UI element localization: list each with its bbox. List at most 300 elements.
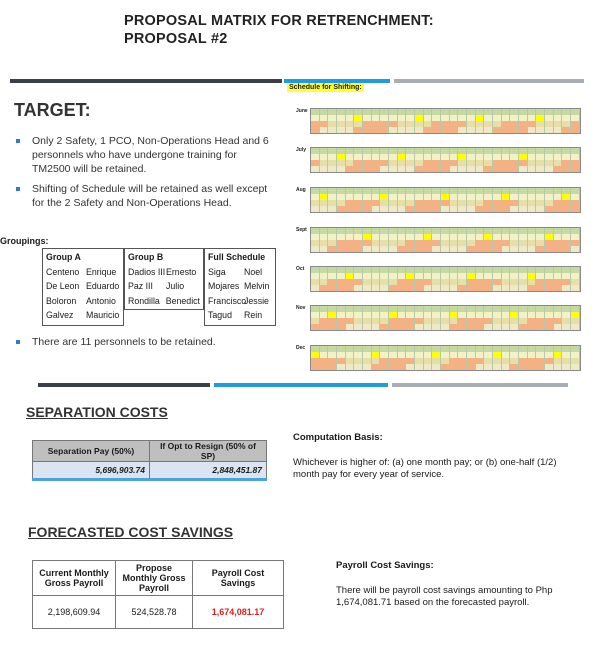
schedule-cell [554, 166, 563, 172]
member-last: Siga [208, 266, 226, 277]
schedule-cell [320, 246, 329, 252]
schedule-cell [346, 246, 355, 252]
computation-heading: Computation Basis: [293, 432, 383, 443]
schedule-cell [510, 246, 519, 252]
schedule-cell [476, 246, 485, 252]
member-last: Tagud [208, 310, 232, 320]
schedule-cell [502, 166, 511, 172]
schedule-cell [415, 127, 424, 133]
schedule-cell [571, 364, 580, 370]
schedule-cell [493, 127, 502, 133]
member-first: Benedict [165, 295, 200, 306]
list-item [208, 265, 272, 280]
schedule-cell [363, 166, 372, 172]
schedule-cell [493, 246, 502, 252]
schedule-cell [571, 127, 580, 133]
bullet-text: Only 2 Safety, 1 PCO, Non-Operations Head and 6 personnels who have undergone training for TM2500 will be retained. [32, 135, 269, 175]
member-first: Eduardo [86, 281, 120, 291]
schedule-row [311, 206, 580, 212]
schedule-cell [476, 285, 485, 291]
schedule-month-name: Aug [296, 187, 306, 193]
schedule-cell [389, 285, 398, 291]
schedule-cell [528, 364, 537, 370]
schedule-cell [372, 127, 381, 133]
schedule-cell [311, 127, 320, 133]
schedule-cell [467, 246, 476, 252]
schedule-cell [424, 364, 433, 370]
bullet-text: There are 11 personnels to be retained. [32, 336, 216, 348]
schedule-cell [450, 166, 459, 172]
schedule-cell [328, 246, 337, 252]
group-b-box [124, 248, 204, 310]
schedule-month-name: July [296, 147, 307, 153]
table-row [33, 441, 267, 462]
schedule-cell [510, 364, 519, 370]
schedule-cell [311, 285, 320, 291]
schedule-cell [328, 324, 337, 330]
schedule-cell [493, 364, 502, 370]
schedule-cell [510, 285, 519, 291]
schedule-cell [510, 324, 519, 330]
list-item [46, 308, 120, 323]
schedule-cell [389, 246, 398, 252]
schedule-cell [380, 127, 389, 133]
list-item [128, 265, 200, 280]
schedule-cell [389, 364, 398, 370]
schedule-cell [432, 364, 441, 370]
schedule-cell [528, 206, 537, 212]
schedule-cell [346, 166, 355, 172]
schedule-cell [346, 285, 355, 291]
schedule-cell [346, 364, 355, 370]
schedule-cell [441, 206, 450, 212]
schedule-cell [536, 166, 545, 172]
schedule-cell [493, 324, 502, 330]
schedule-month-grid [310, 108, 581, 134]
schedule-cell [337, 206, 346, 212]
target-bullets [14, 134, 276, 216]
schedule-cell [476, 127, 485, 133]
schedule-cell [389, 324, 398, 330]
schedule-month-grid [310, 187, 581, 213]
schedule-cell [528, 324, 537, 330]
schedule-cell [545, 206, 554, 212]
schedule-cell [536, 127, 545, 133]
schedule-cell [415, 324, 424, 330]
schedule-cell [450, 364, 459, 370]
schedule-cell [320, 285, 329, 291]
payroll-savings-text: There will be payroll cost savings amounting to Php 1,674,081.71 based on the forecasted payroll. [336, 585, 553, 608]
schedule-cell [406, 166, 415, 172]
schedule-cell [476, 324, 485, 330]
schedule-cell [380, 166, 389, 172]
schedule-cell [337, 324, 346, 330]
schedule-cell [545, 324, 554, 330]
table-row [33, 561, 284, 596]
savings-header: Payroll Cost Savings [193, 561, 284, 596]
schedule-cell [562, 206, 571, 212]
divider-gray-top [394, 79, 584, 83]
group-a-title: Group A [46, 252, 81, 262]
member-first: Rein [244, 310, 263, 320]
separation-pay-value: 5,696,903.74 [33, 462, 150, 480]
schedule-cell [458, 324, 467, 330]
schedule-row [311, 246, 580, 252]
schedule-cell [424, 206, 433, 212]
schedule-cell [502, 206, 511, 212]
schedule-cell [424, 166, 433, 172]
schedule-cell [519, 166, 528, 172]
schedule-cell [502, 364, 511, 370]
schedule-cell [320, 166, 329, 172]
schedule-cell [441, 127, 450, 133]
schedule-cell [354, 127, 363, 133]
schedule-cell [406, 127, 415, 133]
schedule-cell [571, 206, 580, 212]
schedule-cell [510, 127, 519, 133]
schedule-cell [389, 166, 398, 172]
member-last: Centeno [46, 266, 80, 277]
bullet-icon [16, 139, 20, 143]
member-first: Mauricio [86, 310, 120, 320]
schedule-cell [545, 127, 554, 133]
member-last: Boloron [46, 295, 77, 306]
schedule-cell [519, 246, 528, 252]
schedule-cell [519, 127, 528, 133]
current-payroll-value: 2,198,609.94 [33, 596, 116, 629]
list-item [46, 279, 120, 294]
savings-value: 1,674,081.17 [193, 596, 284, 629]
target-heading: TARGET: [14, 100, 91, 120]
forecast-heading: FORECASTED COST SAVINGS [28, 524, 234, 540]
table-row [33, 596, 284, 629]
schedule-cell [484, 246, 493, 252]
schedule-month-name: Dec [296, 345, 306, 351]
list-item [208, 294, 272, 309]
schedule-cell [441, 364, 450, 370]
bullet-item [14, 335, 276, 349]
schedule-month-name: Nov [296, 305, 306, 311]
schedule-cell [450, 127, 459, 133]
schedule-month-grid [310, 147, 581, 173]
list-item [128, 279, 200, 294]
schedule-cell [406, 206, 415, 212]
proposed-payroll-value: 524,528.78 [116, 596, 193, 629]
schedule-cell [484, 285, 493, 291]
schedule-month-grid [310, 345, 581, 371]
schedule-cell [562, 246, 571, 252]
schedule-cell [354, 166, 363, 172]
schedule-cell [450, 324, 459, 330]
schedule-cell [354, 285, 363, 291]
schedule-cell [545, 285, 554, 291]
schedule-cell [467, 127, 476, 133]
schedule-cell [484, 127, 493, 133]
bullet-icon [16, 187, 20, 191]
page-title [124, 12, 434, 48]
member-first: Enrique [86, 266, 117, 277]
schedule-cell [536, 324, 545, 330]
schedule-cell [458, 127, 467, 133]
schedule-cell [458, 364, 467, 370]
schedule-cell [398, 166, 407, 172]
schedule-cell [432, 127, 441, 133]
schedule-cell [389, 127, 398, 133]
bullet-item [14, 134, 276, 176]
schedule-cell [562, 285, 571, 291]
member-first: Noel [244, 266, 263, 277]
schedule-month-grid [310, 305, 581, 331]
title-line-1: PROPOSAL MATRIX FOR RETRENCHMENT: [124, 13, 434, 29]
schedule-cell [528, 166, 537, 172]
schedule-cell [458, 166, 467, 172]
schedule-cell [484, 324, 493, 330]
current-payroll-header: Current Monthly Gross Payroll [33, 561, 116, 596]
schedule-cell [424, 285, 433, 291]
schedule-cell [432, 324, 441, 330]
schedule-cell [363, 324, 372, 330]
schedule-cell [467, 364, 476, 370]
schedule-cell [380, 324, 389, 330]
schedule-cell [571, 246, 580, 252]
schedule-cell [554, 324, 563, 330]
list-item [208, 279, 272, 294]
schedule-cell [510, 166, 519, 172]
separation-heading: SEPARATION COSTS [26, 404, 168, 420]
schedule-cell [432, 285, 441, 291]
schedule-cell [398, 285, 407, 291]
schedule-cell [372, 364, 381, 370]
schedule-cell [484, 364, 493, 370]
schedule-cell [519, 324, 528, 330]
schedule-cell [380, 246, 389, 252]
group-a-box [42, 248, 124, 326]
schedule-cell [406, 324, 415, 330]
member-first: Julio [166, 281, 185, 291]
list-item [128, 294, 200, 309]
schedule-cell [320, 324, 329, 330]
schedule-cell [554, 206, 563, 212]
schedule-cell [398, 324, 407, 330]
schedule-cell [398, 364, 407, 370]
schedule-cell [458, 246, 467, 252]
member-last: Paz III [128, 281, 153, 291]
schedule-cell [510, 206, 519, 212]
schedule-cell [415, 364, 424, 370]
list-item [46, 294, 120, 309]
member-first: Ernesto [166, 266, 197, 277]
schedule-cell [424, 246, 433, 252]
schedule-cell [320, 206, 329, 212]
schedule-cell [346, 206, 355, 212]
schedule-cell [476, 206, 485, 212]
schedule-cell [328, 166, 337, 172]
divider-gray-mid [392, 383, 568, 387]
schedule-cell [467, 206, 476, 212]
schedule-cell [571, 166, 580, 172]
schedule-cell [415, 206, 424, 212]
schedule-cell [450, 246, 459, 252]
schedule-cell [502, 127, 511, 133]
schedule-cell [389, 206, 398, 212]
schedule-cell [328, 206, 337, 212]
schedule-cell [311, 364, 320, 370]
schedule-cell [441, 324, 450, 330]
schedule-cell [493, 285, 502, 291]
schedule-cell [562, 364, 571, 370]
schedule-cell [380, 285, 389, 291]
schedule-cell [571, 324, 580, 330]
bullet-text: Shifting of Schedule will be retained as well except for the 2 Safety and Non-Operations Head. [32, 183, 268, 209]
schedule-cell [406, 364, 415, 370]
schedule-cell [458, 285, 467, 291]
groupings-label: Groupings: [0, 236, 49, 246]
retained-bullet [14, 335, 276, 355]
schedule-cell [536, 285, 545, 291]
schedule-cell [519, 285, 528, 291]
schedule-cell [484, 166, 493, 172]
schedule-cell [406, 285, 415, 291]
schedule-cell [354, 206, 363, 212]
computation-text: Whichever is higher of: (a) one month pay; or (b) one-half (1/2) month pay for every year of service. [293, 457, 557, 480]
schedule-row [311, 285, 580, 291]
schedule-cell [450, 206, 459, 212]
schedule-cell [554, 364, 563, 370]
schedule-cell [354, 364, 363, 370]
schedule-cell [311, 246, 320, 252]
schedule-cell [337, 364, 346, 370]
schedule-cell [562, 324, 571, 330]
member-first: Antonio [86, 295, 116, 306]
table-row [33, 462, 267, 480]
schedule-month-name: June [296, 108, 308, 114]
schedule-cell [415, 285, 424, 291]
schedule-cell [328, 127, 337, 133]
schedule-cell [432, 246, 441, 252]
schedule-cell [415, 246, 424, 252]
member-last: Francisco [208, 295, 247, 306]
schedule-cell [450, 285, 459, 291]
schedule-cell [554, 246, 563, 252]
schedule-cell [441, 166, 450, 172]
divider-blue-mid [214, 383, 388, 387]
schedule-cell [536, 364, 545, 370]
schedule-cell [536, 206, 545, 212]
schedule-cell [372, 166, 381, 172]
schedule-cell [363, 285, 372, 291]
schedule-cell [337, 166, 346, 172]
schedule-cell [354, 324, 363, 330]
separation-col2-header: If Opt to Resign (50% of SP) [150, 441, 267, 462]
schedule-cell [519, 364, 528, 370]
separation-table [32, 440, 267, 481]
schedule-cell [545, 166, 554, 172]
title-line-2: PROPOSAL #2 [124, 31, 228, 47]
member-last: Galvez [46, 310, 74, 320]
schedule-cell [415, 166, 424, 172]
schedule-cell [398, 206, 407, 212]
schedule-cell [363, 127, 372, 133]
schedule-row [311, 324, 580, 330]
schedule-cell [372, 206, 381, 212]
schedule-cell [545, 246, 554, 252]
schedule-label: Schedule for Shifting: [289, 84, 362, 91]
schedule-cell [363, 206, 372, 212]
schedule-month-grid [310, 227, 581, 253]
schedule-cell [528, 127, 537, 133]
schedule-month-name: Oct [296, 266, 305, 272]
member-last: Rondilla [128, 295, 160, 306]
full-schedule-title: Full Schedule [208, 252, 266, 262]
schedule-row [311, 127, 580, 133]
schedule-cell [476, 364, 485, 370]
schedule-cell [311, 324, 320, 330]
separation-col1-header: Separation Pay (50%) [33, 441, 150, 462]
schedule-cell [528, 285, 537, 291]
schedule-cell [562, 127, 571, 133]
schedule-cell [554, 285, 563, 291]
member-last: Mojares [208, 281, 240, 291]
schedule-cell [328, 364, 337, 370]
divider-dark-top [10, 79, 282, 83]
schedule-cell [562, 166, 571, 172]
payroll-savings-heading: Payroll Cost Savings: [336, 560, 434, 571]
schedule-cell [337, 246, 346, 252]
schedule-cell [484, 206, 493, 212]
schedule-cell [398, 246, 407, 252]
list-item [208, 308, 272, 323]
schedule-cell [467, 285, 476, 291]
schedule-cell [354, 246, 363, 252]
schedule-cell [519, 206, 528, 212]
schedule-cell [363, 246, 372, 252]
proposed-payroll-header: Propose Monthly Gross Payroll [116, 561, 193, 596]
member-last: De Leon [46, 281, 80, 291]
schedule-cell [320, 127, 329, 133]
member-last: Dadios III [128, 266, 166, 277]
divider-dark-mid [38, 383, 210, 387]
schedule-cell [467, 166, 476, 172]
schedule-cell [554, 127, 563, 133]
schedule-cell [406, 246, 415, 252]
resign-value: 2,848,451.87 [150, 462, 267, 480]
schedule-cell [432, 166, 441, 172]
schedule-cell [493, 166, 502, 172]
schedule-month-name: Sept [296, 227, 307, 233]
schedule-cell [311, 166, 320, 172]
schedule-cell [424, 324, 433, 330]
list-item [46, 265, 120, 280]
schedule-cell [502, 246, 511, 252]
schedule-cell [432, 206, 441, 212]
schedule-cell [528, 246, 537, 252]
schedule-cell [372, 246, 381, 252]
schedule-row [311, 364, 580, 370]
schedule-cell [363, 364, 372, 370]
schedule-cell [346, 127, 355, 133]
member-first: Jessie [244, 295, 269, 306]
bullet-item [14, 182, 276, 210]
schedule-cell [372, 285, 381, 291]
schedule-cell [398, 127, 407, 133]
schedule-cell [320, 364, 329, 370]
schedule-cell [311, 206, 320, 212]
schedule-cell [502, 285, 511, 291]
schedule-cell [441, 285, 450, 291]
schedule-cell [571, 285, 580, 291]
schedule-cell [424, 127, 433, 133]
schedule-cell [476, 166, 485, 172]
